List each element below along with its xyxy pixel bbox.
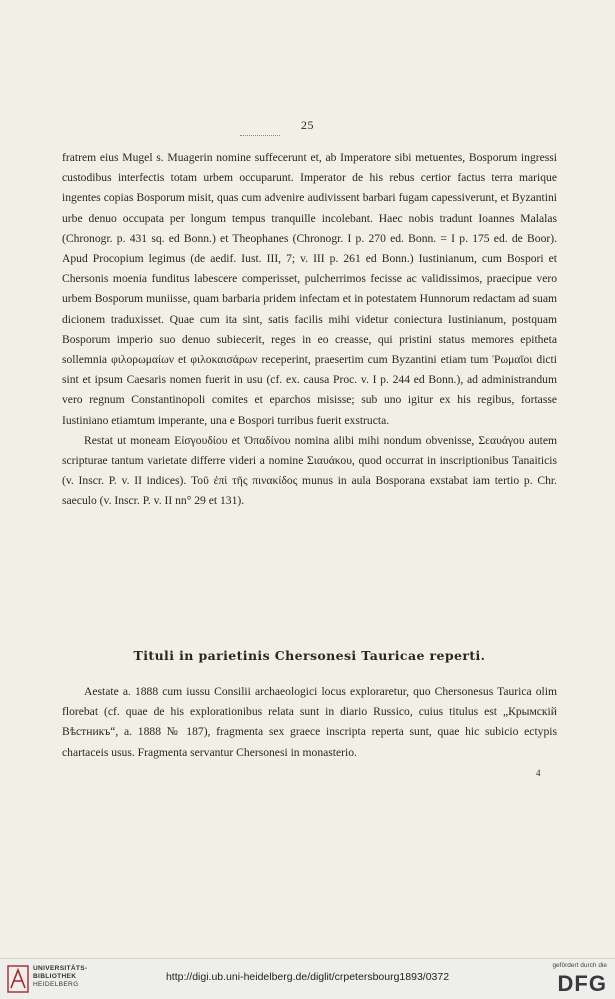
body-text bbox=[62, 148, 557, 512]
body-text-section bbox=[62, 682, 557, 763]
paragraph-1: fratrem eius Mugel s. Muagerin nomine suffecerunt et, ab Imperatore sibi metuentes, Bosporum ingressi custodibus interfectis totam urbem occuparunt. Imperator de his rebus certior factus terra marique ingentes copias Bosporum misit, quas cum advenire audivissent barbari fugam capessiverunt, et Byzantini urbe denuo occupata per longum tempus tranquille incolebant. Haec nobis tradunt Ioannes Malalas (Chronogr. p. 431 sq. ed Bonn.) et Theophanes (Chronogr. I p. 270 ed. Bonn. = I p. 175 ed. de Boor). Apud Procopium legimus (de aedif. Iust. III, 7; v. III p. 261 ed Bonn.) Iustinianum, cum Bospori et Chersonis moenia funditus labescere comperisset, pulcherrimos fecisse ac validissimos, praecipue vero urbem Bosporum muniisse, quam barbaria pridem infectam et in potestatem Hunnorum redactam ad suam dicionem traduxisset. Quae cum ita sint, satis facilis mihi videtur coniectura Iustinianum, postquam Bosporum imperio suo denuo subiecerit, reges in eo creasse, qui pristini status memores epitheta sollemnia φιλορωμαίων et φιλοκαισάρων receperint, praesertim cum Byzantini etiam tum Ῥωμαῖοι dicti sint et ipsum Caesaris nomen fuerit in usu (cf. ex. causa Proc. v. I p. 244 ed Bonn.), ad administrandum vero regnum Constantinopoli comites et eparchos misisse; sub uno igitur ex his regibus, fortasse Iustiniano etiamtum imperante, una e Bospori turribus fuerit exstructa. bbox=[62, 151, 557, 427]
funder-label: gefördert durch die bbox=[552, 962, 607, 969]
page-number-ornament bbox=[240, 135, 280, 137]
section-title: Tituli in parietinis Chersonesi Tauricae reperti. bbox=[133, 648, 486, 663]
library-name: UNIVERSITÄTS- BIBLIOTHEK HEIDELBERG bbox=[33, 965, 88, 988]
viewer-footer bbox=[0, 958, 615, 999]
dfg-logo: DFG bbox=[557, 971, 607, 996]
page-number: 25 bbox=[301, 118, 314, 132]
signature-mark: 4 bbox=[536, 768, 541, 778]
paragraph-2: Restat ut moneam Εἰσγουδίου et Ὀπαδίνου nomina alibi mihi nondum obvenisse, Σεαυάγου autem scripturae tantum varietate differre videri a nomine Σιαυάκου, quod occurrat in inscriptionibus Tanaiticis (v. Inscr. P. v. II indices). Τοῦ ἐπὶ τῆς πινακίδος munus in aula Bosporana exstabat iam tertio p. Chr. saeculo (v. Inscr. P. v. II nn° 29 et 131). bbox=[62, 433, 557, 508]
permalink-url[interactable]: http://digi.ub.uni-heidelberg.de/diglit/crpetersbourg1893/0372 bbox=[165, 971, 450, 983]
paragraph-3: Aestate a. 1888 cum iussu Consilii archaeologici locus exploraretur, quo Chersonesus Taurica olim florebat (cf. quae de his explorationibus relata sunt in diario Russico, cuius titulus est „Крымскій Вѣстникъ“, a. 1888 № 187), fragmenta sex graece inscripta reperta sunt, quae hic subicio ectypis chartaceis usus. Fragmenta servantur Chersonesi in monasterio. bbox=[62, 685, 557, 759]
